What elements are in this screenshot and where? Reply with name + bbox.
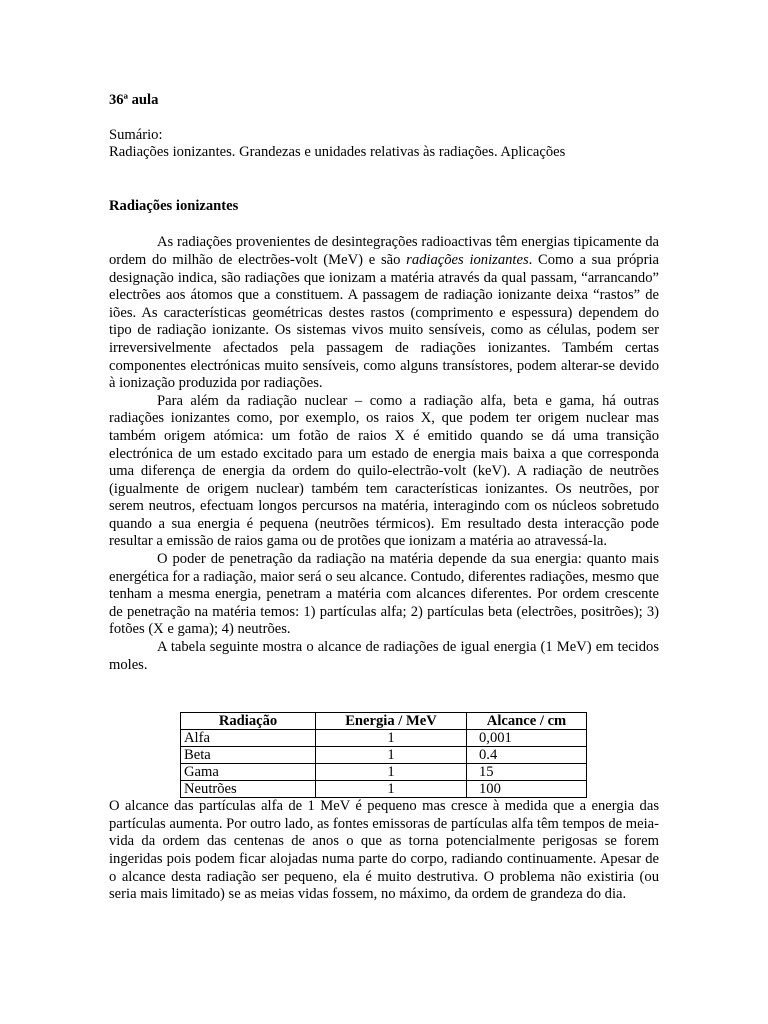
table-header-range: Alcance / cm xyxy=(467,713,587,730)
table-row xyxy=(181,764,587,781)
paragraph-1-text-a: As radiações provenientes de desintegrações radioactivas têm energias tipicamente da ordem do milhão de electrões-volt (MeV) e são xyxy=(109,234,659,268)
paragraph-3: O poder de penetração da radiação na matéria depende da sua energia: quanto mais energética for a radiação, maior será o seu alcance. Contudo, diferentes radiações, mesmo que tenham a mesma energia, penetram a matéria com alcances diferentes. Por ordem crescente de penetração na matéria temos: 1) partículas alfa; 2) partículas beta (electrões, positrões); 3) fotões (X e gama); 4) neutrões. xyxy=(109,551,659,638)
table-cell-range: 100 xyxy=(467,781,587,798)
table-cell-radiation: Beta xyxy=(181,747,316,764)
paragraph-4: A tabela seguinte mostra o alcance de radiações de igual energia (1 MeV) em tecidos moles. xyxy=(109,639,659,673)
table-cell-energy: 1 xyxy=(316,781,467,798)
summary-text: Radiações ionizantes. Grandezas e unidades relativas às radiações. Aplicações xyxy=(109,144,566,161)
table-row xyxy=(181,747,587,764)
table-cell-energy: 1 xyxy=(316,747,467,764)
table-row xyxy=(181,781,587,798)
table-cell-radiation: Neutrões xyxy=(181,781,316,798)
paragraph-1 xyxy=(109,234,659,392)
table-cell-energy: 1 xyxy=(316,764,467,781)
paragraph-5: O alcance das partículas alfa de 1 MeV é pequeno mas cresce à medida que a energia das partículas aumenta. Por outro lado, as fontes emissoras de partículas alfa têm tempos de meia-vida da ordem das centenas de anos o que as torna potencialmente perigosas se forem ingeridas pois podem ficar alojadas numa parte do corpo, radiando continuamente. Apesar de o alcance desta radiação ser pequeno, ela é muito destrutiva. O problema não existiria (ou seria mais limitado) se as meias vidas fossem, no máximo, da ordem de grandeza do dia. xyxy=(109,798,659,903)
table-header-radiation: Radiação xyxy=(181,713,316,730)
table-cell-range: 0,001 xyxy=(467,730,587,747)
table-cell-range: 15 xyxy=(467,764,587,781)
radiation-range-table xyxy=(180,712,587,798)
paragraph-2: Para além da radiação nuclear – como a radiação alfa, beta e gama, há outras radiações ionizantes como, por exemplo, os raios X, que podem ter origem nuclear mas também origem atómica: um fotão de raios X é emitido quando se dá uma transição electrónica de um estado excitado para um estado de energia mais baixa a que corresponda uma diferença de energia da ordem do quilo-electrão-volt (keV). A radiação de neutrões (igualmente de origem nuclear) também tem características ionizantes. Os neutrões, por serem neutros, efectuam longos percursos na matéria, interagindo com os núcleos sobretudo quando a sua energia é pequena (neutrões térmicos). Em resultado desta interacção pode resultar a emissão de raios gama ou de protões que ionizam a matéria ao atravessá-la. xyxy=(109,392,659,550)
table-cell-radiation: Alfa xyxy=(181,730,316,747)
table-cell-radiation: Gama xyxy=(181,764,316,781)
table-header-row xyxy=(181,713,587,730)
lesson-title: 36ª aula xyxy=(109,92,159,108)
table-cell-energy: 1 xyxy=(316,730,467,747)
table-row xyxy=(181,730,587,747)
table-cell-range: 0.4 xyxy=(467,747,587,764)
document-page xyxy=(109,92,659,904)
paragraph-1-text-b: . Como a sua própria designação indica, são radiações que ionizam a matéria através da qual passam, “arrancando” electrões aos átomos que a constituem. A passagem de radiação ionizante deixa “rastos” de iões. As características geométricas destes rastos (comprimento e espessura) dependem do tipo de radiação ionizante. Os sistemas vivos muito sensíveis, como as células, podem ser irreversivelmente afectados pela passagem de radiações ionizantes. Também certas componentes electrónicas muito sensíveis, como alguns transístores, podem alterar-se devido à ionização produzida por radiações. xyxy=(109,251,659,392)
summary-label: Sumário: xyxy=(109,126,163,143)
paragraph-1-italic-term: radiações ionizantes xyxy=(406,251,529,268)
table-header-energy: Energia / MeV xyxy=(316,713,467,730)
section-title: Radiações ionizantes xyxy=(109,197,239,214)
